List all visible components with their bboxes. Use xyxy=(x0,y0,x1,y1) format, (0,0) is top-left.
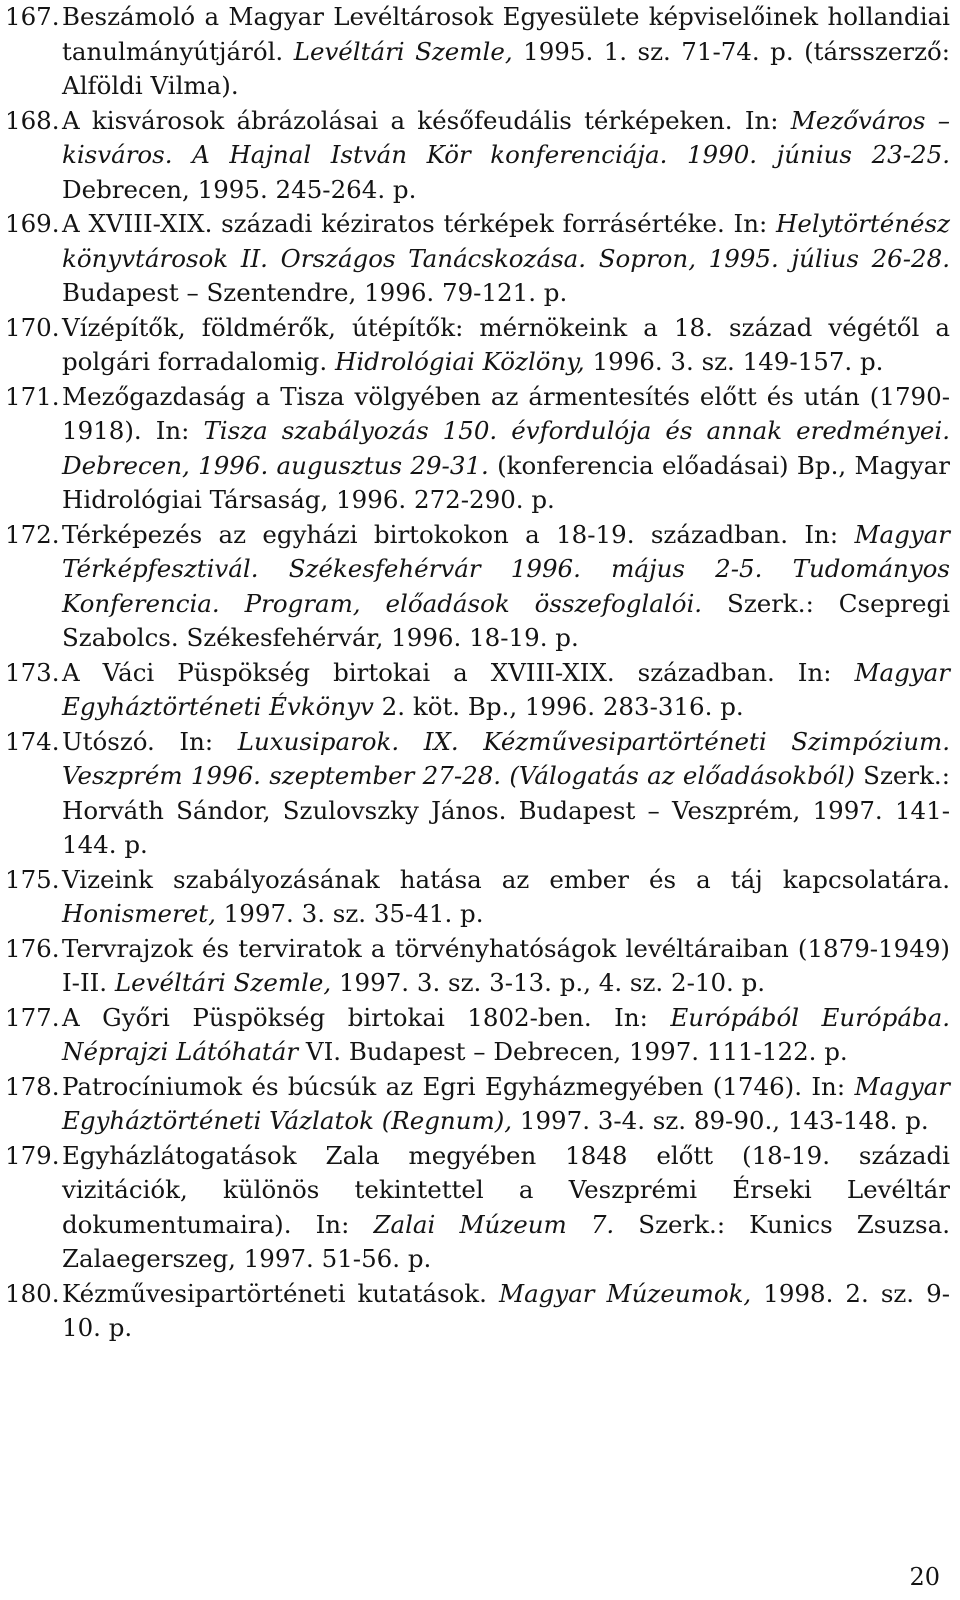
entry-number: 178. xyxy=(5,1071,60,1101)
entry-text xyxy=(62,865,950,929)
entry-text-segment: Budapest – Szentendre, 1996. 79-121. p. xyxy=(62,278,568,307)
bibliography-entry xyxy=(0,656,950,725)
entry-title-italic: Hidrológiai Közlöny, xyxy=(334,347,585,376)
entry-text xyxy=(62,520,950,653)
bibliography-entry xyxy=(0,725,950,863)
entry-text-segment: Szerk.: Kunics Zsuzsa. Zalaegerszeg, 1997. 51-56. p. xyxy=(62,1209,950,1273)
entry-title-italic: Tisza szabályozás 150. évfordulója és annak eredményei. Debrecen, 1996. augusztus 29-31. xyxy=(62,416,950,480)
entry-text-segment: A Győri Püspökség birtokai 1802-ben. In: xyxy=(62,1002,671,1032)
entry-title-italic: Magyar Egyháztörténeti Évkönyv xyxy=(62,657,950,721)
entry-title-italic: Mezőváros – kisváros. A Hajnal István Kör konferenciája. 1990. június 23-25. xyxy=(62,105,950,169)
entry-text xyxy=(62,313,950,377)
entry-number: 172. xyxy=(5,519,60,549)
entry-number: 174. xyxy=(5,726,60,756)
entry-number: 176. xyxy=(5,933,60,963)
entry-text-segment: 2. köt. Bp., 1996. 283-316. p. xyxy=(373,692,744,721)
entry-text xyxy=(62,1072,950,1136)
entry-text xyxy=(62,106,950,204)
entry-text-segment: 1997. 3. sz. 35-41. p. xyxy=(215,899,484,928)
entry-text-segment: 1998. 2. sz. 9-10. p. xyxy=(62,1278,950,1342)
entry-title-italic: Magyar Múzeumok, xyxy=(498,1278,752,1308)
entry-title-italic: Honismeret, xyxy=(62,899,216,928)
entry-text-segment: VI. Budapest – Debrecen, 1997. 111-122. p. xyxy=(298,1037,848,1066)
entry-text-segment: Utószó. In: xyxy=(62,726,238,756)
bibliography-entry xyxy=(0,104,950,208)
entry-title-italic: Levéltári Szemle, xyxy=(114,968,332,997)
entry-text xyxy=(62,1141,950,1274)
entry-text xyxy=(62,658,950,722)
entry-number: 177. xyxy=(5,1002,60,1032)
bibliography-entry xyxy=(0,1001,950,1070)
entry-number: 180. xyxy=(5,1278,60,1308)
entry-number: 169. xyxy=(5,209,60,238)
entry-text-segment: 1997. 3. sz. 3-13. p., 4. sz. 2-10. p. xyxy=(331,968,766,997)
entry-text-segment: Tervrajzok és terviratok a törvényhatóságok levéltáraiban (1879-1949) I-II. xyxy=(62,933,950,997)
entry-number: 175. xyxy=(5,864,60,894)
entry-text-segment: Kézművesipartörténeti kutatások. xyxy=(62,1278,499,1308)
bibliography-entry xyxy=(0,207,950,311)
bibliography-entry xyxy=(0,1277,950,1346)
entry-text-segment: 1996. 3. sz. 149-157. p. xyxy=(584,347,884,376)
entry-title-italic: Magyar Egyháztörténeti Vázlatok (Regnum), xyxy=(62,1071,950,1135)
entry-text xyxy=(62,1003,950,1067)
entry-text-segment: 1997. 3-4. sz. 89-90., 143-148. p. xyxy=(512,1106,929,1135)
entry-text xyxy=(62,209,950,307)
entry-text xyxy=(62,1279,950,1343)
page-number: 20 xyxy=(909,1563,940,1591)
entry-text xyxy=(62,382,950,515)
entry-text-segment: Debrecen, 1995. 245-264. p. xyxy=(62,174,417,204)
entry-title-italic: Luxusiparok. IX. Kézművesipartörténeti Szimpózium. Veszprém 1996. szeptember 27-28. (Válogatás az előadásokból) xyxy=(62,726,951,790)
entry-text-segment: Vizeink szabályozásának hatása az ember és a táj kapcsolatára. xyxy=(62,864,950,894)
entry-number: 173. xyxy=(5,657,60,687)
entry-text-segment: Térképezés az egyházi birtokokon a 18-19. században. In: xyxy=(62,519,855,549)
entry-title-italic: Zalai Múzeum 7. xyxy=(373,1209,615,1239)
entry-title-italic: Európából Európába. Néprajzi Látóhatár xyxy=(62,1002,950,1066)
entry-text xyxy=(62,934,950,998)
entry-text-segment: Egyházlátogatások Zala megyében 1848 előtt (18-19. századi vizitációk, különös tekintettel a Veszprémi Érseki Levéltár dokumentumaira). In: xyxy=(62,1140,950,1239)
entry-text xyxy=(62,727,950,860)
bibliography-entry xyxy=(0,863,950,932)
entry-text-segment: (konferencia előadásai) Bp., Magyar Hidrológiai Társaság, 1996. 272-290. p. xyxy=(62,450,950,514)
entry-number: 179. xyxy=(5,1140,60,1170)
entry-text-segment: A kisvárosok ábrázolásai a későfeudális térképeken. In: xyxy=(62,105,791,135)
entry-text-segment: 1995. 1. sz. 71-74. p. (társszerző: Alföldi Vilma). xyxy=(62,36,950,100)
entry-title-italic: Magyar Térképfesztivál. Székesfehérvár 1996. május 2-5. Tudományos Konferencia. Program, előadások összefoglalói. xyxy=(62,519,950,618)
entry-text xyxy=(62,2,950,100)
entry-number: 170. xyxy=(5,312,60,342)
entry-text-segment: Mezőgazdaság a Tisza völgyében az ármentesítés előtt és után (1790-1918). In: xyxy=(62,381,950,445)
bibliography-entry xyxy=(0,518,950,656)
bibliography-entry xyxy=(0,311,950,380)
entry-text-segment: Patrocíniumok és búcsúk az Egri Egyházmegyében (1746). In: xyxy=(62,1071,855,1101)
bibliography-entry xyxy=(0,1070,950,1139)
entry-text-segment: Szerk.: Horváth Sándor, Szulovszky János. Budapest – Veszprém, 1997. 141-144. p. xyxy=(62,761,950,859)
bibliography-entry xyxy=(0,1139,950,1277)
entry-number: 168. xyxy=(5,105,60,135)
bibliography-entry xyxy=(0,380,950,518)
entry-number: 167. xyxy=(5,2,60,31)
bibliography-entry xyxy=(0,932,950,1001)
entry-text-segment: Beszámoló a Magyar Levéltárosok Egyesülete képviselőinek hollandiai tanulmányútjáról. xyxy=(62,2,950,66)
entry-text-segment: A Váci Püspökség birtokai a XVIII-XIX. században. In: xyxy=(62,657,855,687)
entry-text-segment: A XVIII-XIX. századi kéziratos térképek forrásértéke. In: xyxy=(62,209,777,238)
entry-text-segment: Szerk.: Csepregi Szabolcs. Székesfehérvár, 1996. 18-19. p. xyxy=(62,588,950,652)
bibliography-entry xyxy=(0,0,950,104)
entry-text-segment: Vízépítők, földmérők, útépítők: mérnökeink a 18. század végétől a polgári forradalomig. xyxy=(62,312,950,376)
entry-title-italic: Levéltári Szemle, xyxy=(293,36,513,66)
entry-number: 171. xyxy=(5,381,60,411)
entry-title-italic: Helytörténész könyvtárosok II. Országos Tanácskozása. Sopron, 1995. július 26-28. xyxy=(62,209,950,273)
